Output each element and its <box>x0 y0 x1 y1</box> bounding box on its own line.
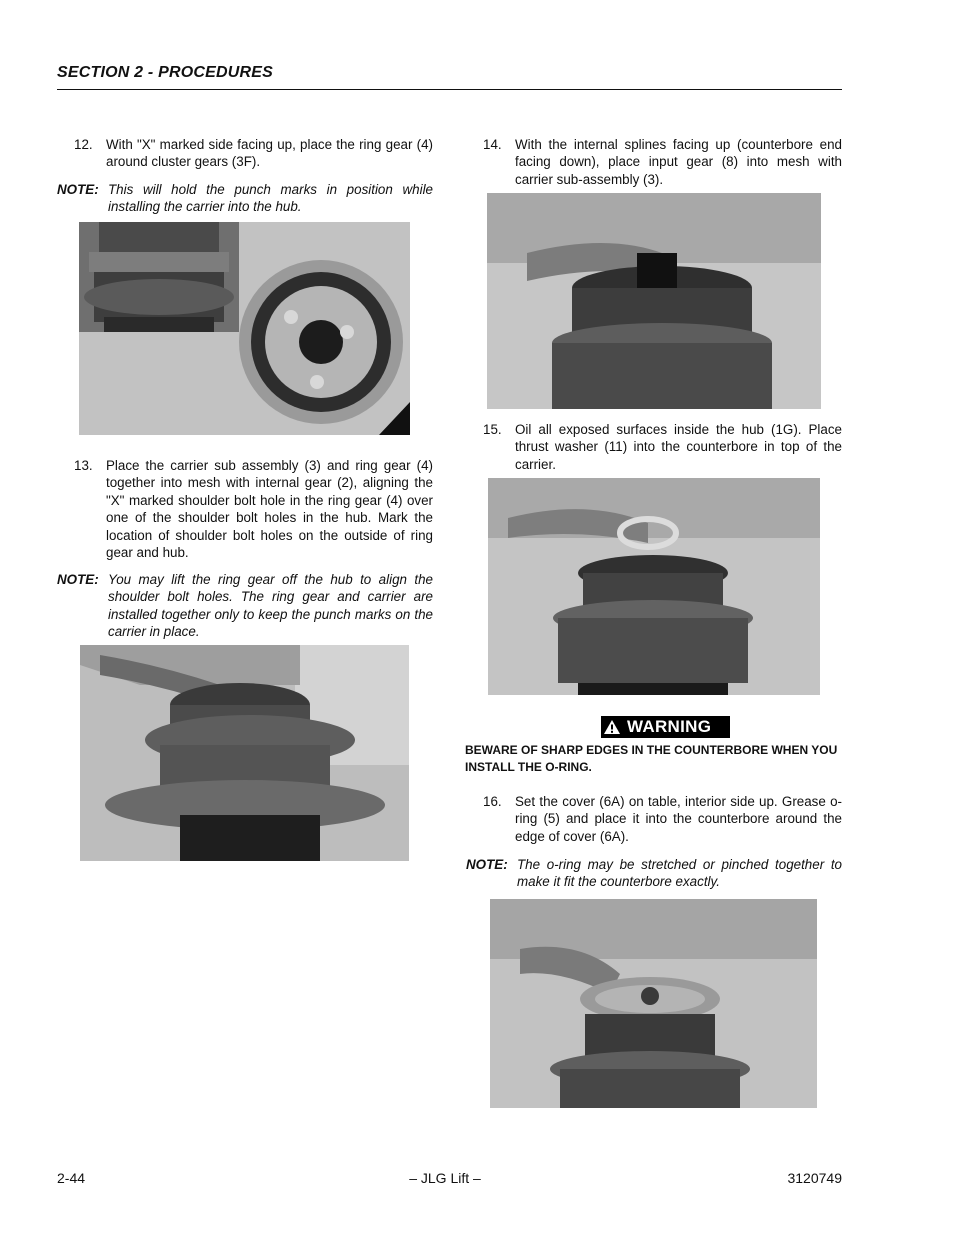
photo-cover-o-ring <box>490 899 817 1108</box>
step-text: With "X" marked side facing up, place the ring gear (4) around cluster gears (3F). <box>106 137 433 170</box>
note-text: You may lift the ring gear off the hub to align the shoulder bolt holes. The ring gear and carrier are installed together only to keep the punch marks on the carrier in place. <box>108 572 433 640</box>
step-text: With the internal splines facing up (counterbore end facing down), place input gear (8) into mesh with carrier sub-assembly (3). <box>515 137 842 187</box>
step-12 <box>74 136 433 172</box>
warning-text: BEWARE OF SHARP EDGES IN THE COUNTERBORE WHEN YOU INSTALL THE O-RING. <box>465 743 838 775</box>
step-number: 14. <box>483 137 502 152</box>
note-3 <box>466 856 842 892</box>
note-label: NOTE: <box>57 182 99 197</box>
warning-triangle-icon <box>601 716 623 738</box>
document-number: 3120749 <box>787 1170 842 1186</box>
note-label: NOTE: <box>466 857 508 872</box>
note-2 <box>57 571 433 641</box>
note-label: NOTE: <box>57 572 99 587</box>
page-number: 2-44 <box>57 1170 86 1186</box>
photo-carrier-into-hub <box>80 645 409 861</box>
step-16 <box>483 793 842 847</box>
header-divider <box>57 89 842 90</box>
step-number: 16. <box>483 794 502 809</box>
step-text: Set the cover (6A) on table, interior side up. Grease o-ring (5) and place it into the counterbore around the edge of cover (6A). <box>515 794 842 844</box>
step-text: Oil all exposed surfaces inside the hub (1G). Place thrust washer (11) into the counterbore in top of the carrier. <box>515 422 842 472</box>
photo-thrust-washer <box>488 478 820 695</box>
step-number: 15. <box>483 422 502 437</box>
step-text: Place the carrier sub assembly (3) and ring gear (4) together into mesh with internal gear (2), aligning the "X" marked shoulder bolt hole in the ring gear (4) over one of the shoulder bolt holes in the hub. Mark the location of shoulder bolt holes on the outside of ring gear and hub. <box>106 458 433 561</box>
photo-input-gear-into-carrier <box>487 193 821 409</box>
footer-center-title: – JLG Lift – <box>409 1170 481 1186</box>
step-13 <box>74 457 433 561</box>
step-15 <box>483 421 842 475</box>
photo-ring-gear-around-cluster-gears <box>79 222 410 435</box>
section-title: SECTION 2 - PROCEDURES <box>57 64 273 81</box>
warning-badge <box>601 716 730 738</box>
step-number: 12. <box>74 137 93 152</box>
note-text: This will hold the punch marks in position while installing the carrier into the hub. <box>108 182 433 215</box>
warning-label: WARNING <box>627 717 712 736</box>
step-14 <box>483 136 842 190</box>
step-number: 13. <box>74 458 93 473</box>
note-1 <box>57 181 433 217</box>
note-text: The o-ring may be stretched or pinched together to make it fit the counterbore exactly. <box>517 857 842 890</box>
